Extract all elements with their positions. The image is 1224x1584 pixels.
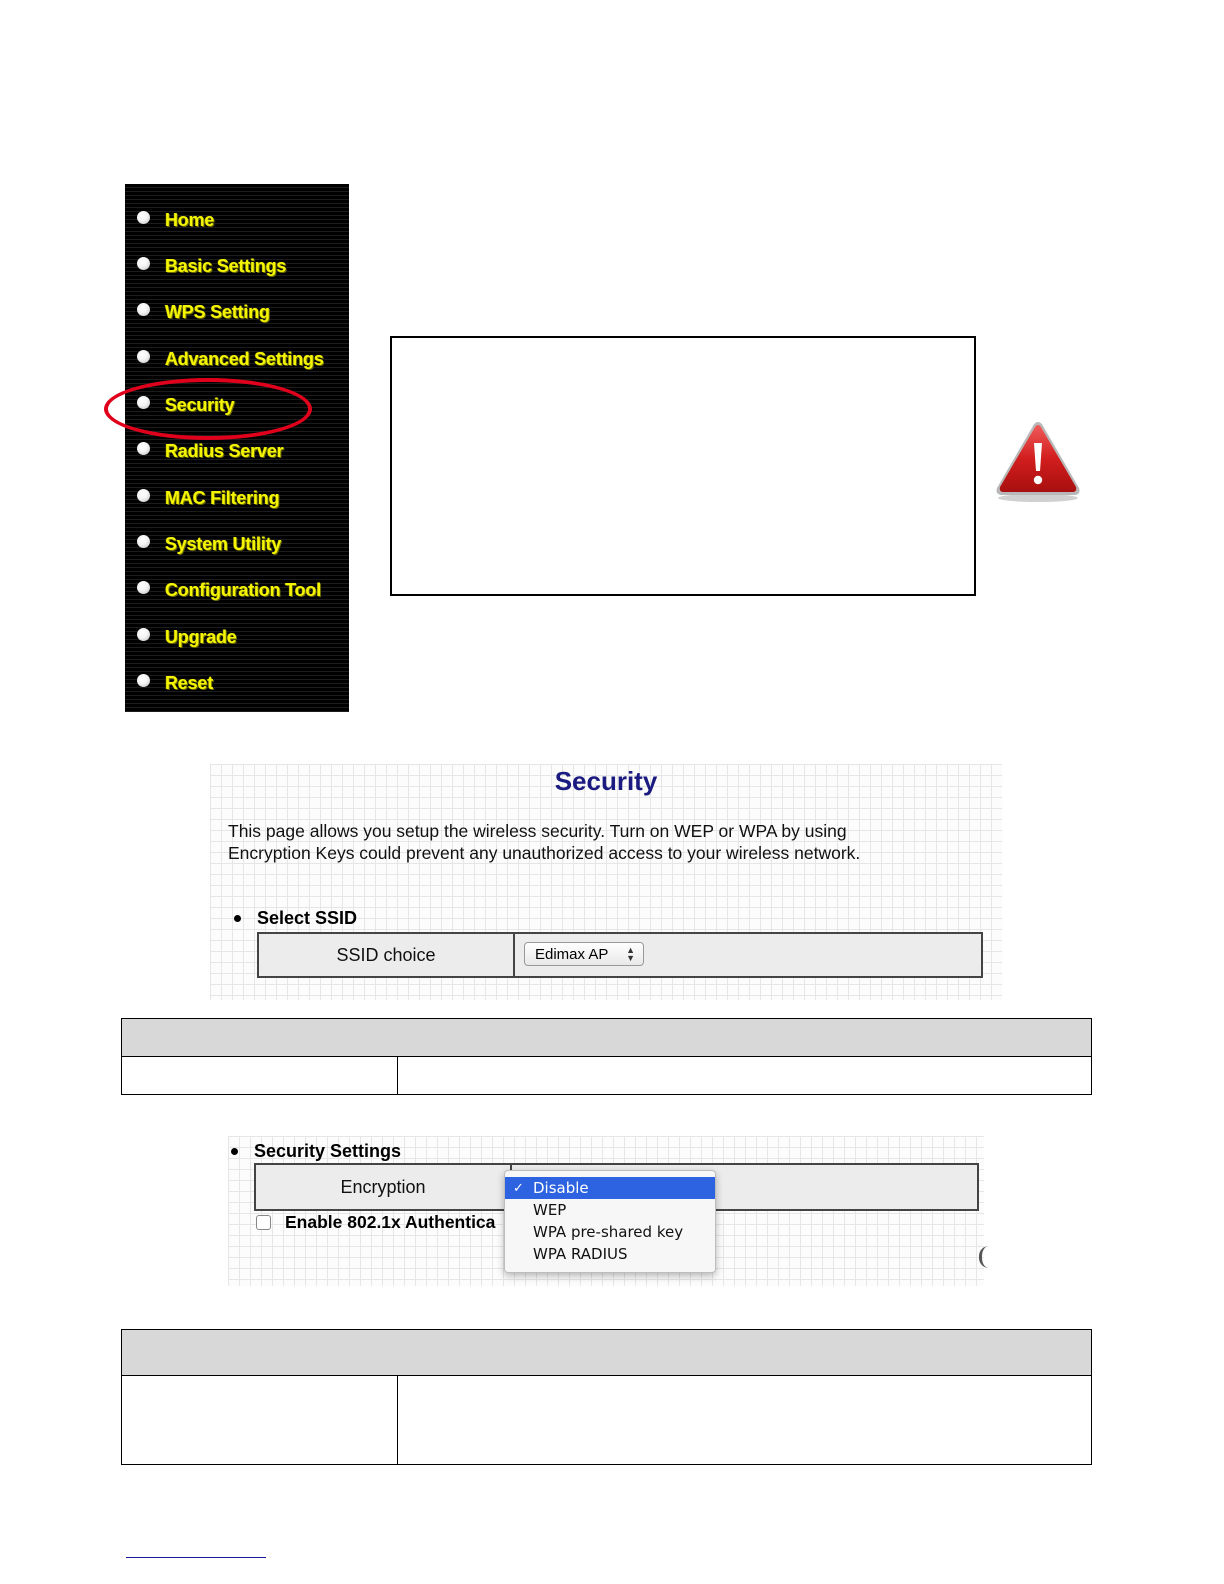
sidebar-item-radius-server[interactable] — [137, 436, 283, 466]
sidebar-item-label: Security — [165, 394, 235, 415]
partial-button-edge — [979, 1246, 992, 1268]
bullet-icon — [137, 581, 150, 594]
encryption-label: Encryption — [256, 1165, 512, 1209]
note-box — [390, 336, 976, 596]
sidebar-item-label: Home — [165, 209, 215, 230]
table-cell — [398, 1376, 1091, 1464]
select-ssid-heading — [234, 908, 357, 929]
bullet-icon — [137, 211, 150, 224]
auth-8021x-label: Enable 802.1x Authentica — [285, 1212, 496, 1232]
bullet-icon — [137, 535, 150, 548]
security-settings-heading — [231, 1141, 401, 1162]
option-label: WPA RADIUS — [533, 1245, 628, 1263]
bullet-icon — [231, 1148, 238, 1155]
description-line: Encryption Keys could prevent any unauthorized access to your wireless network. — [228, 843, 861, 863]
option-label: Disable — [533, 1179, 589, 1197]
sidebar-item-label: WPS Setting — [165, 301, 270, 322]
description-line: This page allows you setup the wireless security. Turn on WEP or WPA by using — [228, 821, 847, 841]
encryption-option-wpa-radius[interactable] — [505, 1243, 715, 1265]
section-heading-label: Select SSID — [257, 908, 358, 928]
sidebar-item-upgrade[interactable] — [137, 622, 237, 652]
sidebar-item-basic-settings[interactable] — [137, 251, 286, 281]
highlight-circle — [104, 378, 312, 440]
sidebar-item-label: Basic Settings — [165, 255, 287, 276]
bullet-icon — [137, 350, 150, 363]
sidebar-item-label: Reset — [165, 672, 214, 693]
bullet-icon — [137, 442, 150, 455]
section-heading-label: Security Settings — [254, 1141, 402, 1161]
bullet-icon — [137, 674, 150, 687]
ssid-value-cell — [515, 934, 981, 976]
sidebar-item-reset[interactable] — [137, 668, 213, 698]
table-header — [122, 1330, 1091, 1376]
option-label: WEP — [533, 1201, 567, 1219]
bullet-icon — [137, 257, 150, 270]
sidebar-item-advanced-settings[interactable] — [137, 344, 324, 374]
description-table — [121, 1018, 1092, 1095]
page-title: Security — [554, 766, 658, 796]
sidebar-item-label: Advanced Settings — [165, 348, 324, 369]
options-table — [121, 1329, 1092, 1465]
table-row — [122, 1376, 1091, 1464]
sidebar-item-label: System Utility — [165, 533, 282, 554]
encryption-option-disable[interactable] — [505, 1177, 715, 1199]
ssid-choice-label: SSID choice — [259, 934, 515, 976]
bullet-icon — [234, 915, 241, 922]
table-row — [122, 1057, 1091, 1094]
encryption-option-wpa-psk[interactable] — [505, 1221, 715, 1243]
select-arrows-icon: ▲ ▼ — [626, 945, 635, 963]
table-cell — [398, 1057, 1091, 1094]
sidebar-menu — [125, 184, 349, 712]
footnote-divider — [126, 1557, 266, 1558]
bullet-icon — [137, 489, 150, 502]
warning-triangle-icon — [994, 418, 1082, 504]
sidebar-item-label: Configuration Tool — [165, 579, 322, 600]
ssid-select[interactable] — [524, 942, 644, 966]
sidebar-item-home[interactable] — [137, 205, 214, 235]
bullet-icon — [137, 303, 150, 316]
sidebar-item-system-utility[interactable] — [137, 529, 281, 559]
sidebar-item-mac-filtering[interactable] — [137, 483, 279, 513]
bullet-icon — [137, 628, 150, 641]
auth-row — [256, 1212, 495, 1233]
auth-8021x-checkbox[interactable] — [256, 1215, 271, 1230]
encryption-dropdown-menu — [504, 1170, 716, 1273]
ssid-table — [257, 932, 983, 978]
table-cell — [122, 1376, 398, 1464]
sidebar-item-label: MAC Filtering — [165, 487, 280, 508]
ssid-select-value: Edimax AP — [535, 945, 609, 963]
check-icon: ✓ — [513, 1180, 524, 1196]
option-label: WPA pre-shared key — [533, 1223, 684, 1241]
table-cell — [122, 1057, 398, 1094]
sidebar-item-label: Upgrade — [165, 626, 237, 647]
page-description — [228, 820, 988, 864]
table-header — [122, 1019, 1091, 1057]
sidebar-item-configuration-tool[interactable] — [137, 575, 321, 605]
sidebar-item-wps-setting[interactable] — [137, 297, 270, 327]
sidebar-item-label: Radius Server — [165, 440, 284, 461]
encryption-option-wep[interactable] — [505, 1199, 715, 1221]
